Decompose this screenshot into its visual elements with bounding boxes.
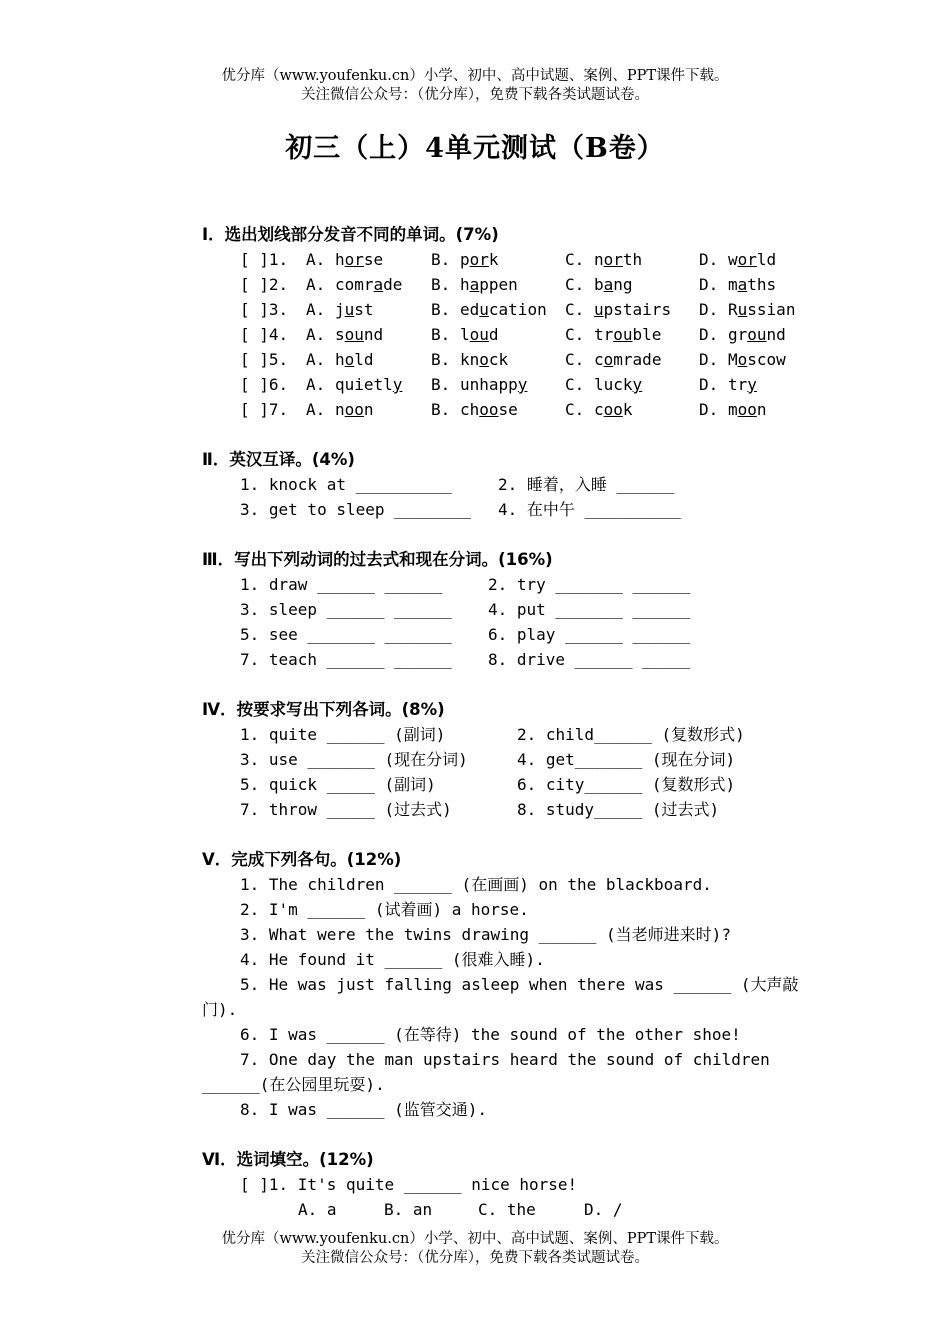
option-label: C. <box>565 300 585 319</box>
section-6-title: Ⅵ．选词填空。(12%) <box>202 1150 374 1169</box>
word-part: p <box>460 250 470 269</box>
question-row <box>0 722 950 747</box>
question-item: 7. throw _____ (过去式) <box>240 800 452 819</box>
section-1 <box>0 222 950 422</box>
sentence-text: 5. He was just falling asleep when there was ______ (大声敲 <box>240 975 799 994</box>
section-1-rows <box>0 247 950 422</box>
section-5-title: Ⅴ．完成下列各句。(12%) <box>202 850 402 869</box>
word-part: s <box>335 325 345 344</box>
options-row <box>0 1197 950 1222</box>
sentence-text: 8. I was ______ (监管交通). <box>240 1100 488 1119</box>
sentence-text: ______(在公园里玩耍). <box>202 1075 385 1094</box>
sentence-line <box>0 897 950 922</box>
option-word <box>335 397 374 422</box>
section-4 <box>0 697 950 822</box>
word-part: l <box>460 325 470 344</box>
sentence-line <box>0 1047 950 1072</box>
header-line-1: 优分库（www.youfenku.cn）小学、初中、高中试题、案例、PPT课件下载。 <box>221 68 729 84</box>
option-word <box>594 372 642 397</box>
underlined-part: ou <box>747 325 767 344</box>
sentence-line <box>0 1097 950 1122</box>
word-part: quietl <box>335 375 393 394</box>
question-row <box>0 622 950 647</box>
option-word <box>460 397 518 422</box>
question-item: 1. quite ______ (副词) <box>240 725 446 744</box>
option-word <box>728 347 786 372</box>
option-label: D. <box>699 375 719 394</box>
underlined-part: ou <box>613 325 633 344</box>
option-label: C. <box>565 375 585 394</box>
underlined-part: o <box>603 350 614 369</box>
question-row <box>0 322 950 347</box>
word-part: ppen <box>479 275 518 294</box>
question-row <box>0 272 950 297</box>
option-label: D. <box>699 300 719 319</box>
sentence-text: 2. I'm ______ (试着画) a horse. <box>240 900 529 919</box>
underlined-part: y <box>517 375 528 394</box>
word-part: d <box>488 325 499 344</box>
word-part: ng <box>613 275 633 294</box>
underlined-part: a <box>737 275 748 294</box>
word-part: m <box>728 400 738 419</box>
question-item: 4. 在中午 __________ <box>498 500 681 519</box>
question-item: 8. study_____ (过去式) <box>517 800 720 819</box>
option-word <box>460 322 499 347</box>
option-label: A. <box>306 400 326 419</box>
question-number: [ ]1. <box>240 250 289 269</box>
question-item: [ ]1. It's quite ______ nice horse! <box>240 1175 578 1194</box>
underlined-part: a <box>603 275 614 294</box>
sentence-text: 1. The children ______ (在画画) on the blackboard. <box>240 875 712 894</box>
sentence-line <box>0 922 950 947</box>
underlined-part: y <box>632 375 643 394</box>
option-label: C. <box>565 400 585 419</box>
question-item: 2. child______ (复数形式) <box>517 725 745 744</box>
option-label: D. <box>699 275 719 294</box>
underlined-part: or <box>603 250 623 269</box>
question-row <box>0 772 950 797</box>
word-part: gr <box>728 325 748 344</box>
underlined-part: o <box>737 350 748 369</box>
section-2-title: Ⅱ．英汉互译。(4%) <box>202 450 355 469</box>
question-row <box>0 297 950 322</box>
question-row <box>0 347 950 372</box>
sentence-line <box>0 1072 950 1097</box>
word-part: nd <box>766 325 786 344</box>
footer-line-2: 关注微信公众号：（优分库），免费下载各类试题试卷。 <box>301 1250 649 1266</box>
option-label: A. <box>306 350 326 369</box>
sentence-line <box>0 947 950 972</box>
underlined-part: ou <box>469 325 489 344</box>
option-word <box>728 272 776 297</box>
question-row <box>0 797 950 822</box>
question-item: 2. try _______ ______ <box>488 575 691 594</box>
underlined-part: or <box>737 250 757 269</box>
section-3-title: Ⅲ．写出下列动词的过去式和现在分词。(16%) <box>202 550 553 569</box>
option-label: B. <box>431 300 451 319</box>
question-number: [ ]5. <box>240 350 289 369</box>
option-word <box>728 397 767 422</box>
word-part: c <box>594 400 604 419</box>
word-part: h <box>460 275 470 294</box>
option-word <box>335 347 374 372</box>
option-label: A. <box>306 325 326 344</box>
option-label: C. <box>565 275 585 294</box>
section-4-title: Ⅳ．按要求写出下列各词。(8%) <box>202 700 445 719</box>
underlined-part: u <box>737 300 748 319</box>
sentence-text: 门). <box>202 1000 238 1019</box>
option-word <box>460 272 518 297</box>
word-part: tr <box>728 375 748 394</box>
word-part: ch <box>460 400 480 419</box>
option-word <box>460 347 508 372</box>
underlined-part: o <box>479 350 489 369</box>
question-item: 8. drive ______ _____ <box>488 650 691 669</box>
word-part: k <box>622 400 633 419</box>
word-part: comr <box>335 275 374 294</box>
word-part: j <box>335 300 345 319</box>
word-part: mrade <box>613 350 662 369</box>
word-part: de <box>383 275 403 294</box>
option-word <box>728 297 795 322</box>
underlined-part: or <box>469 250 489 269</box>
option-label: C. <box>565 325 585 344</box>
underlined-part: a <box>469 275 480 294</box>
underlined-part: oo <box>603 400 623 419</box>
underlined-part: or <box>344 250 364 269</box>
option-label: D. <box>699 250 719 269</box>
underlined-part: o <box>344 350 355 369</box>
option-label: A. <box>306 275 326 294</box>
underlined-part: oo <box>479 400 499 419</box>
option-label: B. <box>431 250 451 269</box>
word-part: pstairs <box>603 300 672 319</box>
word-part: tr <box>594 325 614 344</box>
word-part: b <box>594 275 604 294</box>
question-row <box>0 497 950 522</box>
option-word <box>594 347 661 372</box>
question-item: 3. use _______ (现在分词) <box>240 750 468 769</box>
word-part: k <box>488 250 499 269</box>
option-word <box>335 297 374 322</box>
question-row <box>0 472 950 497</box>
underlined-part: a <box>373 275 384 294</box>
word-part: h <box>335 250 345 269</box>
sentence-line <box>0 972 950 997</box>
question-number: [ ]6. <box>240 375 289 394</box>
header-line-2: 关注微信公众号：（优分库），免费下载各类试题试卷。 <box>301 87 649 103</box>
page-title: 初三（上）4单元测试（B卷） <box>285 133 665 164</box>
section-5 <box>0 847 950 1122</box>
option-b: B. an <box>384 1200 433 1219</box>
option-label: D. <box>699 400 719 419</box>
word-part: se <box>498 400 518 419</box>
option-word <box>460 247 499 272</box>
word-part: ed <box>460 300 480 319</box>
footer-line-1: 优分库（www.youfenku.cn）小学、初中、高中试题、案例、PPT课件下载。 <box>221 1231 729 1247</box>
word-part: n <box>756 400 767 419</box>
sentence-text: 4. He found it ______ (很难入睡). <box>240 950 545 969</box>
word-part: ck <box>488 350 509 369</box>
option-label: A. <box>306 250 326 269</box>
sentence-line <box>0 1022 950 1047</box>
sentence-text: 3. What were the twins drawing ______ (当老师进来时)? <box>240 925 731 944</box>
question-item: 5. quick _____ (副词) <box>240 775 436 794</box>
underlined-part: oo <box>344 400 364 419</box>
option-label: A. <box>306 375 326 394</box>
question-row <box>0 647 950 672</box>
question-row <box>0 597 950 622</box>
option-word <box>594 297 671 322</box>
option-word <box>335 272 402 297</box>
option-word <box>594 247 642 272</box>
option-label: A. <box>306 300 326 319</box>
word-part: w <box>728 250 738 269</box>
option-label: B. <box>431 400 451 419</box>
option-a: A. a <box>298 1200 337 1219</box>
word-part: ths <box>747 275 777 294</box>
question-item: 1. draw ______ ______ <box>240 575 443 594</box>
option-label: D. <box>699 325 719 344</box>
option-label: C. <box>565 350 585 369</box>
sentence-text: 7. One day the man upstairs heard the sound of children <box>240 1050 770 1069</box>
word-part: luck <box>594 375 633 394</box>
word-part: ssian <box>747 300 796 319</box>
underlined-part: u <box>479 300 489 319</box>
sentence-line <box>0 997 950 1022</box>
option-word <box>460 297 547 322</box>
question-item: 6. city______ (复数形式) <box>517 775 736 794</box>
option-word <box>335 372 402 397</box>
word-part: nd <box>363 325 384 344</box>
question-item: 4. get_______ (现在分词) <box>517 750 736 769</box>
question-number: [ ]2. <box>240 275 289 294</box>
option-word <box>594 322 661 347</box>
word-part: ld <box>354 350 374 369</box>
exam-content <box>0 222 950 1247</box>
word-part: n <box>363 400 374 419</box>
word-part: st <box>354 300 374 319</box>
underlined-part: u <box>344 300 355 319</box>
option-d: D. / <box>584 1200 623 1219</box>
word-part: unhapp <box>460 375 518 394</box>
question-item: 2. 睡着，入睡 ______ <box>498 475 675 494</box>
section-1-title: Ⅰ．选出划线部分发音不同的单词。(7%) <box>202 225 499 244</box>
sentence-line <box>0 872 950 897</box>
section-5-lines <box>0 872 950 1122</box>
option-label: C. <box>565 250 585 269</box>
option-word <box>728 372 757 397</box>
underlined-part: y <box>747 375 757 394</box>
option-label: B. <box>431 275 451 294</box>
question-row <box>0 247 950 272</box>
word-part: cation <box>488 300 547 319</box>
word-part: th <box>622 250 643 269</box>
word-part: n <box>594 250 604 269</box>
question-item: 4. put _______ ______ <box>488 600 691 619</box>
word-part: m <box>728 275 738 294</box>
word-part: scow <box>747 350 786 369</box>
underlined-part: ou <box>344 325 364 344</box>
underlined-part: oo <box>737 400 757 419</box>
option-label: B. <box>431 375 451 394</box>
question-row <box>0 372 950 397</box>
sentence-text: 6. I was ______ (在等待) the sound of the other shoe! <box>240 1025 741 1044</box>
question-number: [ ]3. <box>240 300 289 319</box>
underlined-part: u <box>594 300 604 319</box>
question-item: 6. play ______ ______ <box>488 625 691 644</box>
word-part: ld <box>756 250 777 269</box>
word-part: M <box>728 350 738 369</box>
option-word <box>594 397 633 422</box>
word-part: ble <box>632 325 662 344</box>
option-label: B. <box>431 350 451 369</box>
word-part: n <box>335 400 345 419</box>
option-label: B. <box>431 325 451 344</box>
option-word <box>335 247 383 272</box>
question-row <box>0 747 950 772</box>
option-word <box>728 247 776 272</box>
question-item: 3. sleep ______ ______ <box>240 600 452 619</box>
question-number: [ ]7. <box>240 400 289 419</box>
underlined-part: y <box>392 375 403 394</box>
word-part: h <box>335 350 345 369</box>
option-word <box>335 322 383 347</box>
question-row <box>0 397 950 422</box>
option-word <box>460 372 527 397</box>
question-number: [ ]4. <box>240 325 289 344</box>
word-part: R <box>728 300 738 319</box>
question-item: 3. get to sleep ________ <box>240 500 472 519</box>
option-c: C. the <box>478 1200 536 1219</box>
option-word <box>594 272 633 297</box>
question-item: 7. teach ______ ______ <box>240 650 452 669</box>
question-item: 1. knock at __________ <box>240 475 452 494</box>
question-item: 5. see _______ _______ <box>240 625 452 644</box>
option-label: D. <box>699 350 719 369</box>
section-2 <box>0 447 950 522</box>
section-3 <box>0 547 950 672</box>
question-row <box>0 1172 950 1197</box>
option-word <box>728 322 786 347</box>
question-row <box>0 572 950 597</box>
word-part: c <box>594 350 604 369</box>
word-part: se <box>363 250 384 269</box>
section-6 <box>0 1147 950 1222</box>
word-part: kn <box>460 350 480 369</box>
